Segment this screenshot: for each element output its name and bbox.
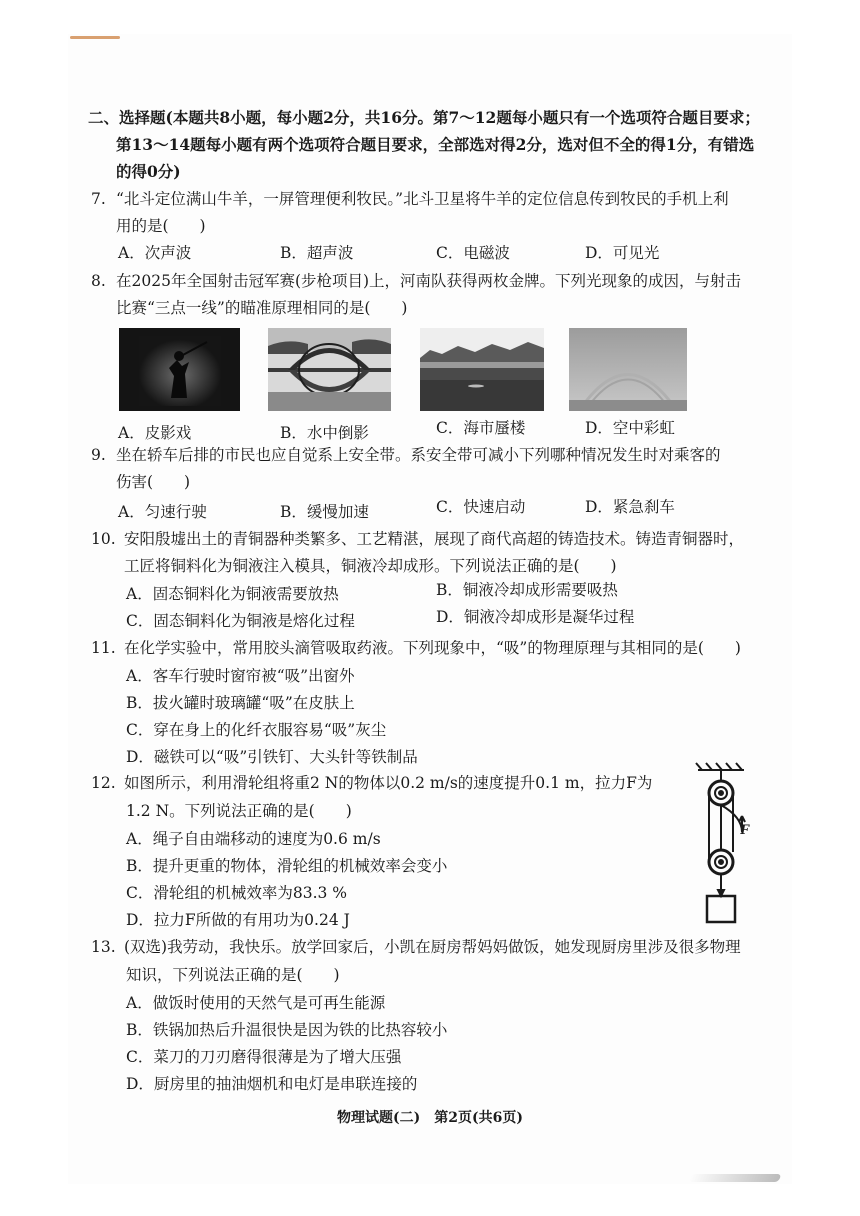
q12-option-a[interactable]: A．绳子自由端移动的速度为0.6 m/s: [126, 830, 381, 848]
question-9-stem-end: 伤害( ): [116, 473, 191, 491]
question-8-stem-end: 比赛“三点一线”的瞄准原理相同的是( ): [116, 299, 408, 317]
question-7-stem-end: 用的是( ): [116, 217, 206, 235]
q10-option-d[interactable]: D．铜液冷却成形是凝华过程: [436, 608, 635, 626]
pulley-system-diagram: [692, 762, 770, 928]
q11-option-c[interactable]: C．穿在身上的化纤衣服容易“吸”灰尘: [126, 721, 387, 739]
question-13-number: 13.: [91, 938, 116, 956]
q12-option-c[interactable]: C．滑轮组的机械效率为83.3 %: [126, 884, 348, 902]
scan-mark: [70, 36, 120, 39]
q11-option-b[interactable]: B．拔火罐时玻璃罐“吸”在皮肤上: [126, 694, 355, 712]
question-12-number: 12.: [91, 774, 116, 792]
question-11-number: 11.: [91, 639, 116, 657]
force-f-label: F: [740, 822, 751, 838]
section-instructions-end: 的得0分): [116, 162, 181, 181]
q11-option-d[interactable]: D．磁铁可以“吸”引铁钉、大头针等铁制品: [126, 748, 418, 766]
question-10-stem: 安阳殷墟出土的青铜器种类繁多、工艺精湛，展现了商代高超的铸造技术。铸造青铜器时，: [124, 530, 745, 548]
q8-option-c[interactable]: C．海市蜃楼: [436, 419, 526, 437]
q9-option-a[interactable]: A．匀速行驶: [118, 503, 207, 521]
q10-option-b[interactable]: B．铜液冷却成形需要吸热: [436, 581, 618, 599]
q7-option-d[interactable]: D．可见光: [585, 244, 660, 262]
q9-option-c[interactable]: C．快速启动: [436, 498, 526, 516]
q13-option-c[interactable]: C．菜刀的刀刃磨得很薄是为了增大压强: [126, 1048, 402, 1066]
question-7-number: 7.: [91, 190, 106, 208]
question-13-stem-end: 知识，下列说法正确的是( ): [126, 966, 340, 984]
scan-shadow: [689, 1174, 782, 1182]
page-footer: 物理试题(二) 第2页(共6页): [337, 1110, 523, 1126]
question-11-stem: 在化学实验中，常用胶头滴管吸取药液。下列现象中，“吸”的物理原理与其相同的是( ): [124, 639, 741, 657]
q13-option-b[interactable]: B．铁锅加热后升温很快是因为铁的比热容较小: [126, 1021, 448, 1039]
q8-option-d[interactable]: D．空中彩虹: [585, 419, 675, 437]
question-10-stem-end: 工匠将铜料化为铜液注入模具，铜液冷却成形。下列说法正确的是( ): [124, 557, 617, 575]
question-8-stem: 在2025年全国射击冠军赛(步枪项目)上，河南队获得两枚金牌。下列光现象的成因，与射击: [116, 272, 742, 290]
q13-option-a[interactable]: A．做饭时使用的天然气是可再生能源: [126, 994, 386, 1012]
question-10-number: 10.: [91, 530, 116, 548]
mirage-image: [420, 328, 544, 411]
q7-option-c[interactable]: C．电磁波: [436, 244, 510, 262]
question-9-number: 9.: [91, 446, 106, 464]
q7-option-b[interactable]: B．超声波: [280, 244, 354, 262]
q11-option-a[interactable]: A．客车行驶时窗帘被“吸”出窗外: [126, 667, 355, 685]
question-8-number: 8.: [91, 272, 106, 290]
q8-option-b[interactable]: B．水中倒影: [280, 424, 369, 442]
q12-option-d[interactable]: D．拉力F所做的有用功为0.24 J: [126, 911, 350, 929]
shadow-puppet-image: [119, 328, 240, 411]
question-9-stem: 坐在轿车后排的市民也应自觉系上安全带。系安全带可减小下列哪种情况发生时对乘客的: [116, 446, 721, 464]
section-heading: 二、选择题(本题共8小题，每小题2分，共16分。第7～12题每小题只有一个选项符合题目要求；: [88, 108, 760, 127]
q12-option-b[interactable]: B．提升更重的物体，滑轮组的机械效率会变小: [126, 857, 448, 875]
q9-option-d[interactable]: D．紧急刹车: [585, 498, 675, 516]
q9-option-b[interactable]: B．缓慢加速: [280, 503, 369, 521]
section-instructions: 第13～14题每小题有两个选项符合题目要求，全部选对得2分，选对但不全的得1分，有错选: [116, 135, 755, 154]
question-12-stem: 如图所示，利用滑轮组将重2 N的物体以0.2 m/s的速度提升0.1 m，拉力F为: [124, 774, 653, 792]
q13-option-d[interactable]: D．厨房里的抽油烟机和电灯是串联连接的: [126, 1075, 418, 1093]
q10-option-a[interactable]: A．固态铜料化为铜液需要放热: [126, 585, 339, 603]
question-13-stem: (双选)我劳动，我快乐。放学回家后，小凯在厨房帮妈妈做饭，她发现厨房里涉及很多物理: [124, 938, 741, 956]
rainbow-image: [569, 328, 687, 411]
q7-option-a[interactable]: A．次声波: [118, 244, 192, 262]
question-7-stem: “北斗定位满山牛羊，一屏管理便利牧民。”北斗卫星将牛羊的定位信息传到牧民的手机上利: [116, 190, 729, 208]
question-12-stem-end: 1.2 N。下列说法正确的是( ): [126, 802, 352, 820]
bridge-reflection-image: [268, 328, 391, 411]
q10-option-c[interactable]: C．固态铜料化为铜液是熔化过程: [126, 612, 355, 630]
q8-option-a[interactable]: A．皮影戏: [118, 424, 192, 442]
